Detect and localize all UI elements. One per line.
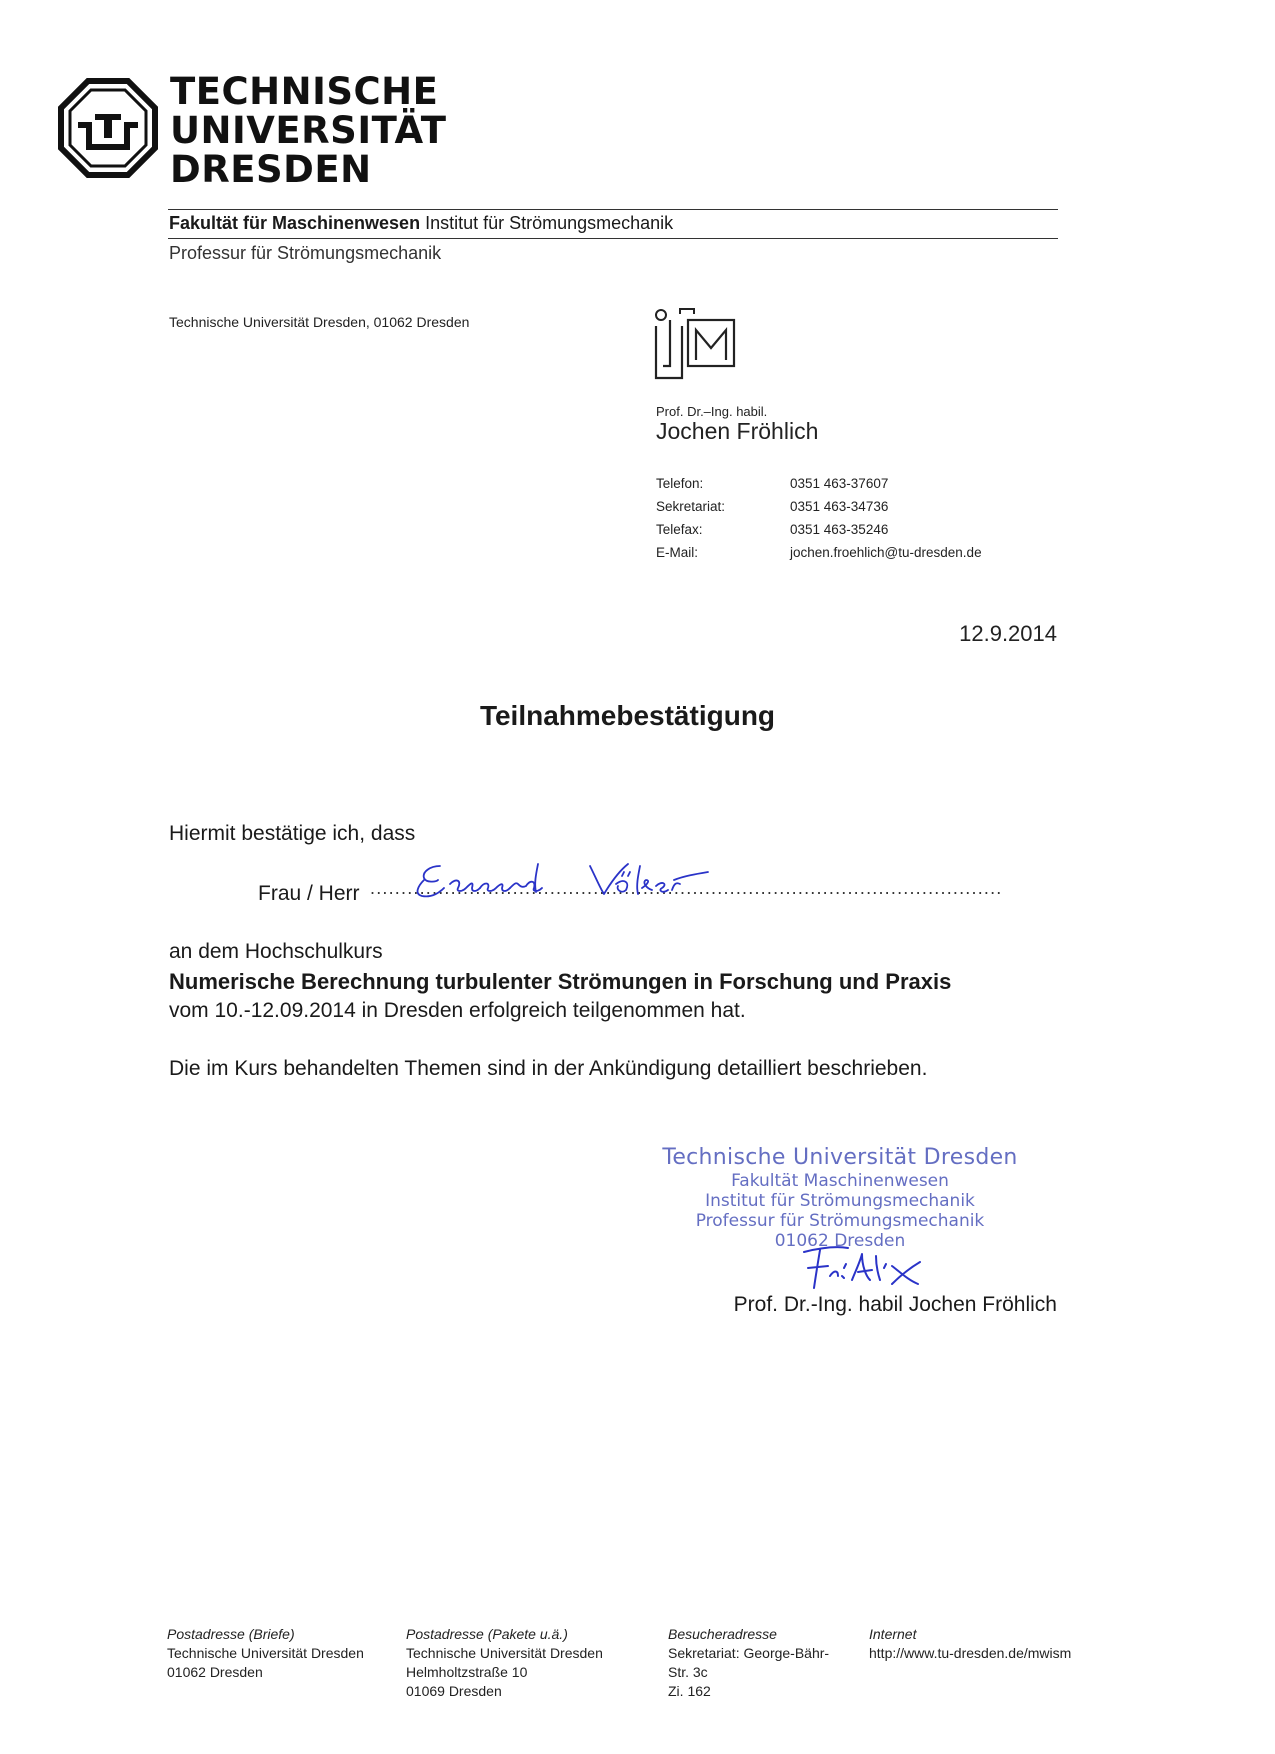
contact-block (656, 472, 982, 564)
contact-row-phone (656, 472, 982, 495)
university-wordmark (170, 72, 446, 189)
course-intro: an dem Hochschulkurs (169, 940, 383, 963)
course-date: vom 10.-12.09.2014 in Dresden erfolgreich teilgenommen hat. (169, 999, 746, 1022)
letter-date: 12.9.2014 (959, 621, 1057, 646)
contact-label: Telefon: (656, 476, 704, 491)
footer-heading: Internet (869, 1626, 917, 1642)
footer-internet (869, 1625, 1071, 1663)
wordmark-line-2: UNIVERSITÄT (170, 109, 447, 152)
institute-name: Institut für Strömungsmechanik (425, 213, 674, 233)
name-dotted-line: ...................................................................................................... (370, 878, 1003, 898)
stamp-line: Technische Universität Dresden (662, 1145, 1018, 1170)
footer-heading: Besucheradresse (668, 1626, 777, 1642)
footer-heading: Postadresse (Briefe) (167, 1626, 295, 1642)
stamp-line: Institut für Strömungsmechanik (705, 1191, 975, 1211)
official-stamp (640, 1145, 1040, 1251)
footer-line: 01069 Dresden (406, 1683, 502, 1699)
sender-title: Prof. Dr.–Ing. habil. (656, 404, 768, 419)
stamp-line: Professur für Strömungsmechanik (695, 1211, 985, 1231)
course-name: Numerische Berechnung turbulenter Strömungen in Forschung und Praxis (169, 969, 952, 994)
footer-heading: Postadresse (Pakete u.ä.) (406, 1626, 568, 1642)
contact-row-secretariat (656, 495, 982, 518)
faculty-line (169, 213, 673, 234)
footer-line: Technische Universität Dresden (406, 1645, 603, 1661)
contact-label: E-Mail: (656, 545, 699, 560)
ism-logo-icon (654, 306, 738, 382)
contact-value: 0351 463-37607 (790, 476, 889, 491)
footer-postal-parcels (406, 1625, 603, 1701)
faculty-name: Fakultät für Maschinenwesen (169, 213, 421, 233)
footer-postal-letters (167, 1625, 364, 1682)
footer-url: http://www.tu-dresden.de/mwism (869, 1645, 1072, 1661)
salutation: Frau / Herr (258, 882, 360, 905)
confirm-line: Hiermit bestätige ich, dass (169, 822, 416, 845)
footer-line: Sekretariat: George-Bähr- (668, 1645, 830, 1661)
footer-line: 01062 Dresden (167, 1664, 263, 1680)
handwritten-signature (800, 1240, 930, 1296)
contact-email: jochen.froehlich@tu-dresden.de (790, 545, 982, 560)
stamp-line: 01062 Dresden (774, 1231, 906, 1251)
contact-value: 0351 463-34736 (790, 499, 889, 514)
footer-visitor-address (668, 1625, 829, 1701)
footer-line: Zi. 162 (668, 1683, 711, 1699)
return-address: Technische Universität Dresden, 01062 Dresden (169, 314, 470, 330)
document-title: Teilnahmebestätigung (479, 700, 776, 731)
footer-line: Technische Universität Dresden (167, 1645, 364, 1661)
sender-name: Jochen Fröhlich (656, 418, 819, 444)
header-rule-bottom (168, 238, 1058, 239)
footer-line: Helmholtzstraße 10 (406, 1664, 528, 1680)
contact-row-fax (656, 518, 982, 541)
wordmark-line-3: DRESDEN (170, 148, 372, 191)
contact-label: Telefax: (656, 522, 703, 537)
stamp-line: Fakultät Maschinenwesen (731, 1171, 949, 1191)
contact-row-email (656, 541, 982, 564)
contact-value: 0351 463-35246 (790, 522, 889, 537)
contact-label: Sekretariat: (656, 499, 726, 514)
header-rule-top (168, 209, 1058, 210)
handwritten-participant-name (410, 858, 730, 908)
chair-name: Professur für Strömungsmechanik (169, 243, 442, 263)
wordmark-line-1: TECHNISCHE (170, 70, 439, 113)
topics-line: Die im Kurs behandelten Themen sind in der Ankündigung detailliert beschrieben. (169, 1057, 928, 1080)
signer-name: Prof. Dr.-Ing. habil Jochen Fröhlich (733, 1293, 1057, 1316)
footer-line: Str. 3c (668, 1664, 708, 1680)
tu-dresden-logo-icon (58, 78, 158, 178)
